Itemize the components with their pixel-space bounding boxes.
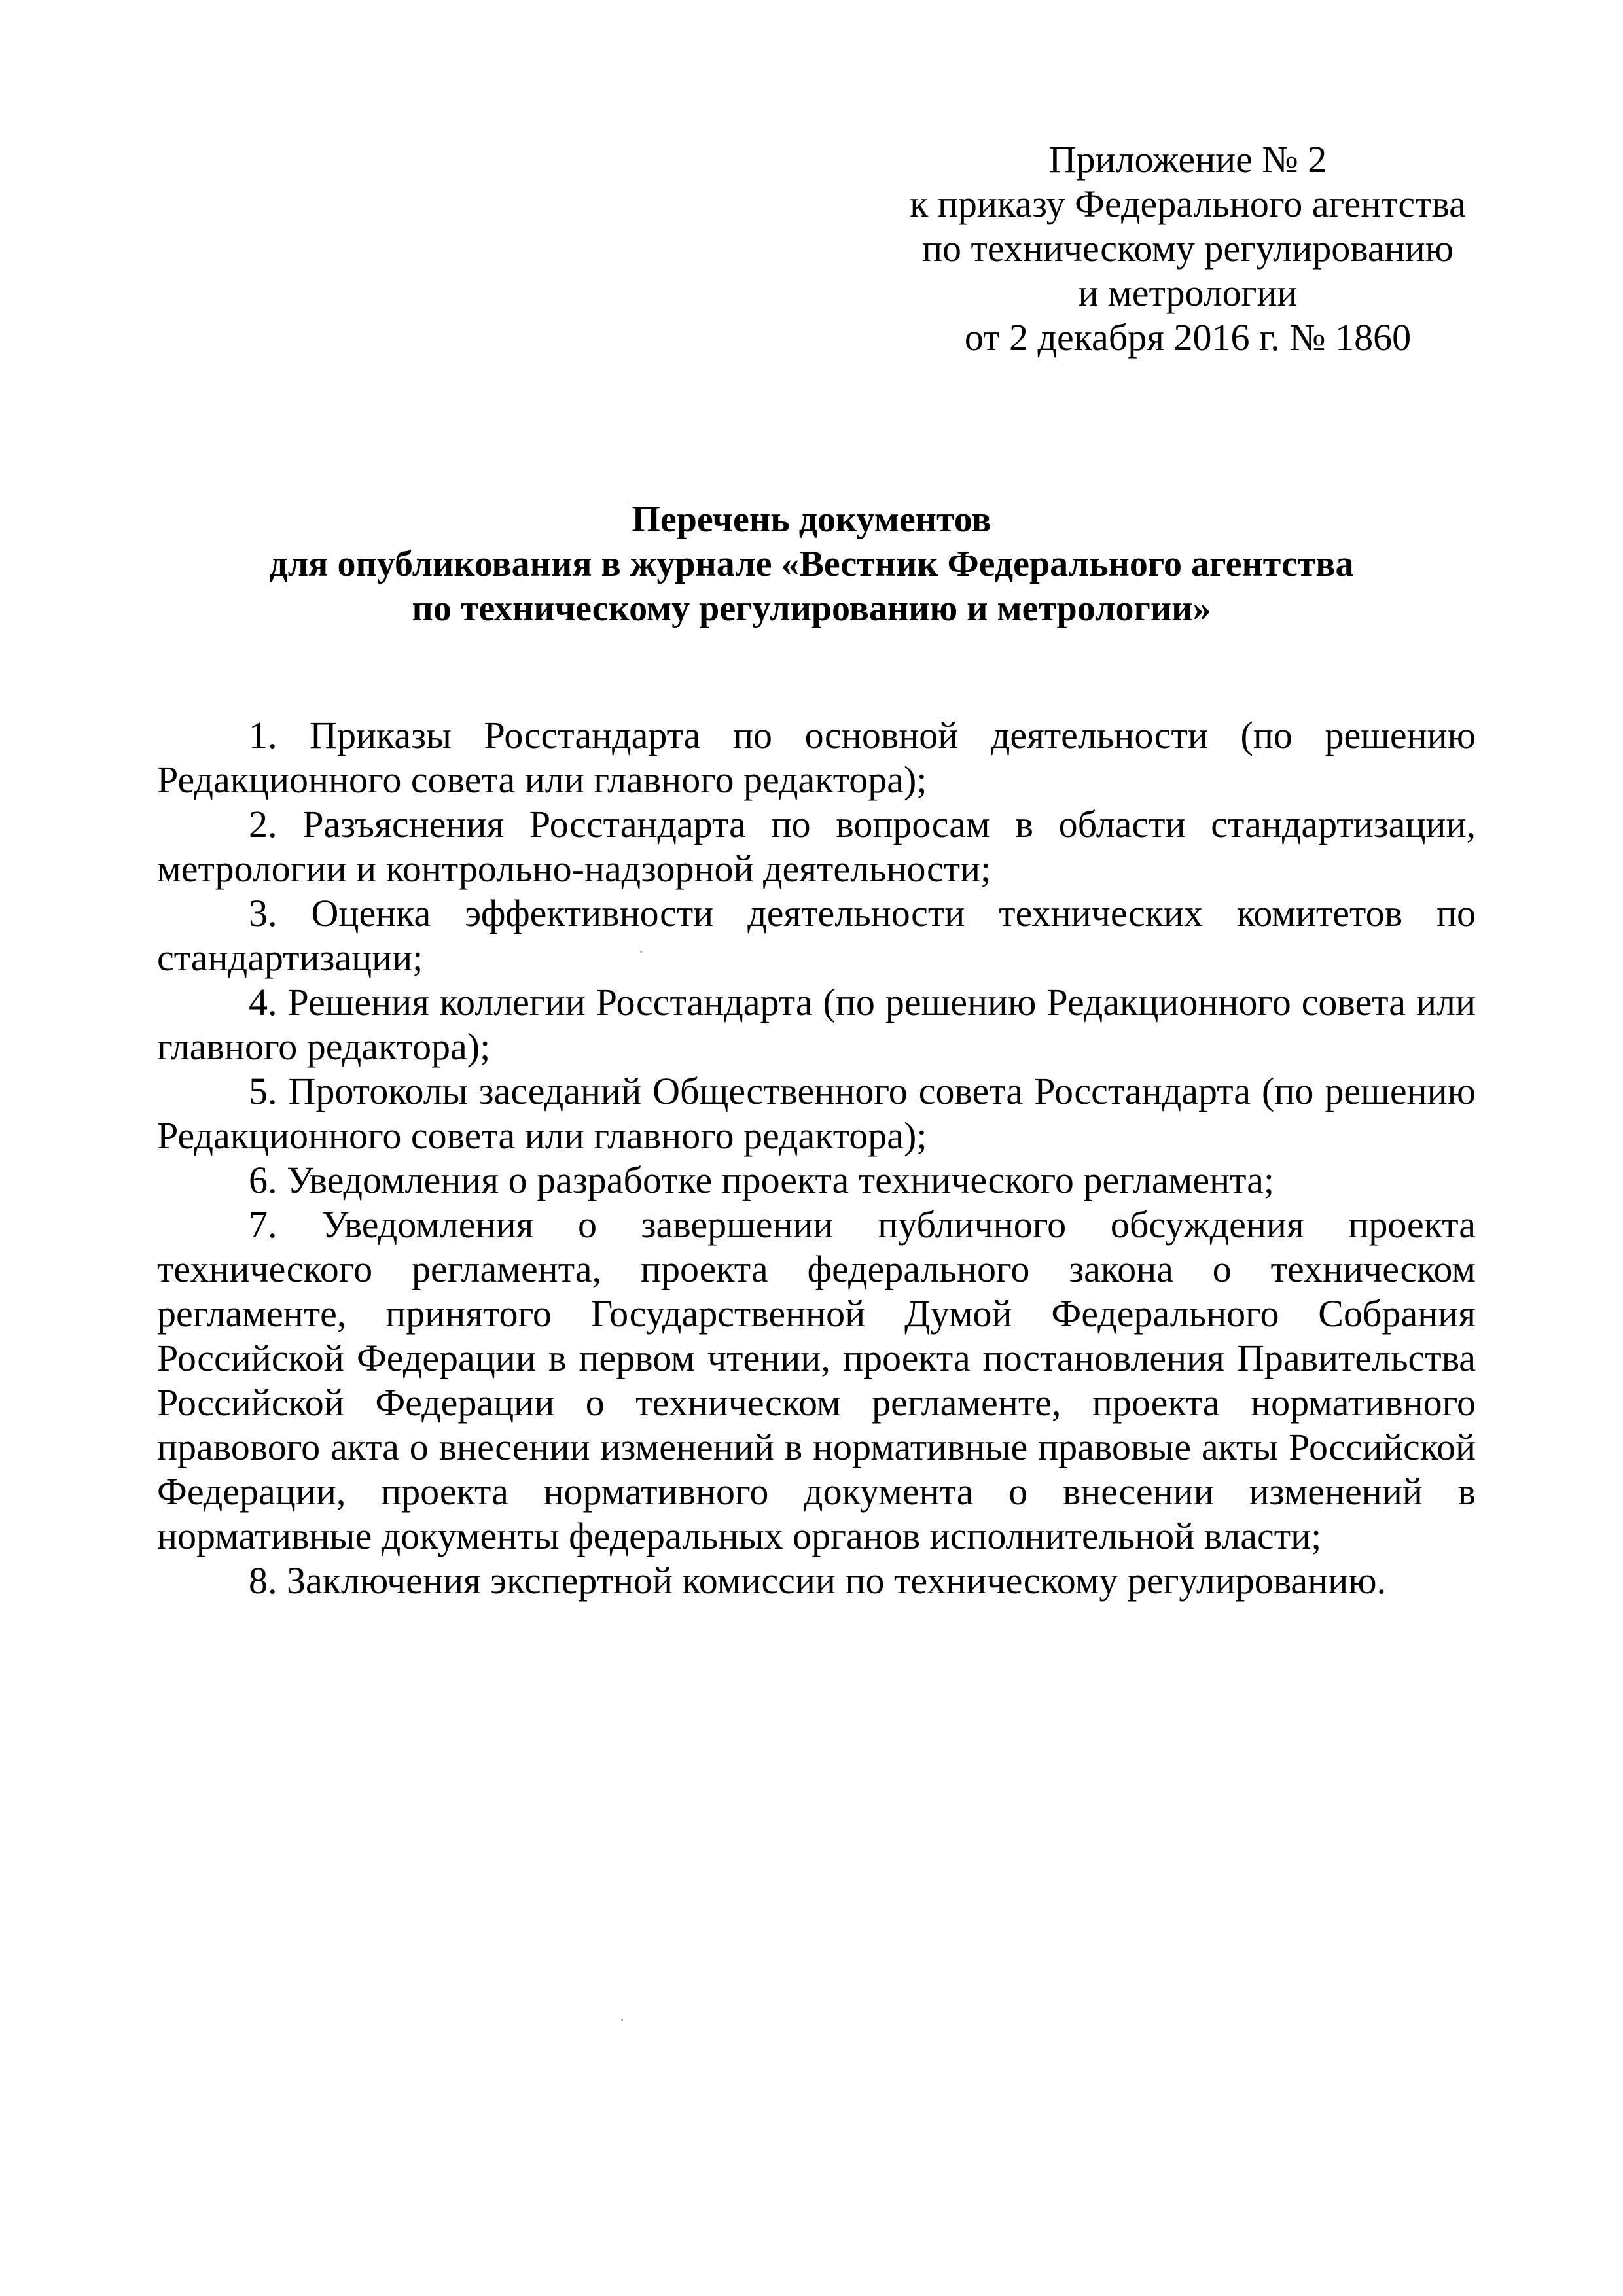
list-item-text: Решения коллегии Росстандарта (по решению Редакционного совета или главного редактора);: [157, 981, 1476, 1068]
list-item: [157, 891, 1476, 980]
list-item: [157, 1203, 1476, 1559]
list-item-text: Разъяснения Росстандарта по вопросам в области стандартизации, метрологии и контрольно-надзорной деятельности;: [157, 803, 1476, 890]
title-line-2: для опубликования в журнале «Вестник Федерального агентства: [269, 544, 1354, 584]
list-item-number: 4.: [249, 981, 277, 1023]
list-item-number: 1.: [249, 714, 277, 756]
document-title: [157, 497, 1466, 631]
appendix-number: Приложение № 2: [1048, 138, 1327, 181]
document-list: [157, 713, 1476, 1603]
appendix-order-ref: к приказу Федерального агентства: [910, 183, 1466, 225]
list-item: [157, 1158, 1476, 1203]
appendix-date: от 2 декабря 2016 г. № 1860: [964, 316, 1412, 359]
list-item-text: Заключения экспертной комиссии по техническому регулированию.: [287, 1559, 1387, 1602]
title-line-3: по техническому регулированию и метрологии»: [412, 588, 1211, 629]
scan-speck: [621, 2019, 623, 2021]
list-item-text: Оценка эффективности деятельности технических комитетов по стандартизации;: [157, 892, 1476, 979]
list-item-number: 7.: [249, 1203, 277, 1246]
list-item-text: Протоколы заседаний Общественного совета Росстандарта (по решению Редакционного совета или главного редактора);: [157, 1070, 1476, 1157]
appendix-agency-line: по техническому регулированию: [921, 227, 1454, 270]
list-item: [157, 1069, 1476, 1158]
list-item-number: 3.: [249, 892, 277, 934]
list-item-text: Уведомления о разработке проекта технического регламента;: [287, 1159, 1275, 1201]
list-item-number: 2.: [249, 803, 277, 845]
scan-speck: [640, 951, 642, 953]
appendix-agency-line-2: и метрологии: [1078, 272, 1298, 314]
list-item-number: 8.: [249, 1559, 277, 1602]
list-item-number: 6.: [249, 1159, 277, 1201]
list-item-number: 5.: [249, 1070, 277, 1112]
list-item: [157, 980, 1476, 1069]
title-line-1: Перечень документов: [632, 499, 991, 540]
appendix-header: [812, 137, 1564, 360]
list-item: [157, 1559, 1476, 1603]
list-item-text: Приказы Росстандарта по основной деятельности (по решению Редакционного совета или главного редактора);: [157, 714, 1476, 801]
list-item-text: Уведомления о завершении публичного обсуждения проекта технического регламента, проекта федерального закона о техническом регламенте, принятого Государственной Думой Федерального Собрания Российской Федерации в первом чтении, проекта постановления Правительства Российской Федерации о техническом регламенте, проекта нормативного правового акта о внесении изменений в нормативные правовые акты Российской Федерации, проекта нормативного документа о внесении изменений в нормативные документы федеральных органов исполнительной власти;: [157, 1203, 1476, 1557]
list-item: [157, 802, 1476, 891]
list-item: [157, 713, 1476, 802]
